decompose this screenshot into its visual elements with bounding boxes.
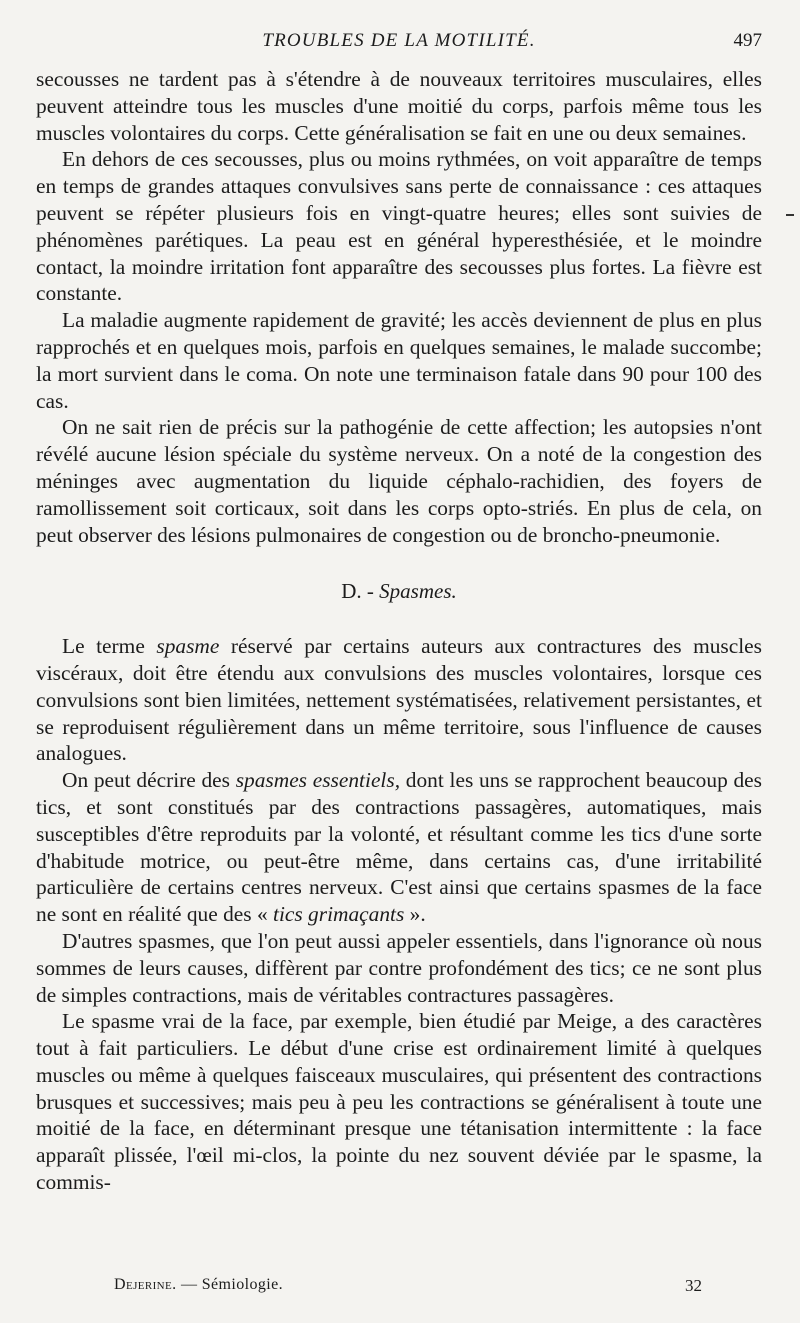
sheet-number: 32 xyxy=(685,1276,702,1295)
italic-term: spasmes essentiels, xyxy=(235,768,401,793)
running-title: TROUBLES DE LA MOTILITÉ. xyxy=(262,30,536,51)
paragraph: En dehors de ces secousses, plus ou moins rythmées, on voit apparaître de temps en temps de grandes attaques convulsives sans perte de connaissance : ces attaques peuvent se répéter plusieurs fois en vingt-quatre heures; elles sont suivies de phénomènes parétiques. La peau est en général hyperesthésiée, et le moindre contact, la moindre irritation font apparaître des secousses plus fortes. La fièvre est constante. xyxy=(36,147,762,306)
paragraph-continued: secousses ne tardent pas à s'étendre à de nouveaux territoires musculaires, elles peuvent atteindre tous les muscles d'une moitié du corps, parfois même tous les muscles volontaires du corps. Cette généralisation se fait en une ou deux semaines. xyxy=(36,67,762,145)
paragraph: D'autres spasmes, que l'on peut aussi appeler essentiels, dans l'ignorance où nous sommes de leurs causes, diffèrent par contre profondément des tics; ce ne sont plus de simples contractions, mais de véritables contractures passagères. xyxy=(36,928,762,1007)
footer-author: Dejerine. xyxy=(114,1276,177,1293)
text-run: réservé par certains auteurs aux contractures des muscles viscéraux, doit être étendu aux convulsions des muscles volontaires, lorsque ces convulsions sont bien limitées, nettement systématisées, relativement persistantes, et se reproduisent régulièrement dans un même territoire, sous l'influence de causes analogues. xyxy=(36,634,762,766)
page-footer xyxy=(114,1276,702,1300)
body-text xyxy=(36,66,762,1196)
section-title: Spasmes. xyxy=(379,579,457,604)
paragraph xyxy=(36,633,762,767)
section-heading xyxy=(36,578,762,605)
text-run: Le terme xyxy=(62,634,157,659)
text-run: On peut décrire des xyxy=(62,768,236,793)
footer-dash: — xyxy=(176,1276,202,1293)
paragraph: On ne sait rien de précis sur la pathogénie de cette affection; les autopsies n'ont révélé aucune lésion spéciale du système nerveux. On a noté de la congestion des méninges avec augmentation du liquide céphalo-rachidien, des foyers de ramollissement soit corticaux, soit dans les corps opto-striés. En plus de cela, on peut observer des lésions pulmonaires de congestion ou de broncho-pneumonie. xyxy=(36,415,762,547)
italic-term: spasme xyxy=(156,634,220,659)
paragraph xyxy=(36,767,762,928)
footer-signature xyxy=(114,1276,283,1294)
paragraph: Le spasme vrai de la face, par exemple, bien étudié par Meige, a des caractères tout à fait particuliers. Le début d'une crise est ordinairement limité à quelques muscles ou même à quelques faisceaux musculaires, qui présentent des contractions brusques et successives; mais peu à peu les contractions se généralisent à toute une moitié de la face, en déterminant presque une tétanisation intermittente : la face apparaît plissée, l'œil mi-clos, la pointe du nez souvent déviée par le spasme, la commis- xyxy=(36,1009,762,1195)
margin-mark xyxy=(786,214,794,216)
page-header xyxy=(36,30,762,54)
text-run: ». xyxy=(404,902,426,927)
footer-book: Sémiologie. xyxy=(201,1276,284,1293)
page-number: 497 xyxy=(733,30,762,51)
text-run: dont les uns se rapprochent beaucoup des tics, et sont constitués par des contractions passagères, automatiques, mais susceptibles d'être reproduits par la volonté, et résultant comme les tics d'une sorte d'habitude motrice, ou peut-être même, dans certains cas, d'une irritabilité particulière de certains centres nerveux. C'est ainsi que certains spasmes de la face ne sont en réalité que des « xyxy=(36,768,762,927)
italic-term: tics grimaçants xyxy=(273,902,405,927)
section-letter: D. - xyxy=(341,579,374,604)
paragraph: La maladie augmente rapidement de gravité; les accès deviennent de plus en plus rapprochés et en quelques mois, parfois en quelques semaines, le malade succombe; la mort survient dans le coma. On note une terminaison fatale dans 90 pour 100 des cas. xyxy=(36,308,762,413)
